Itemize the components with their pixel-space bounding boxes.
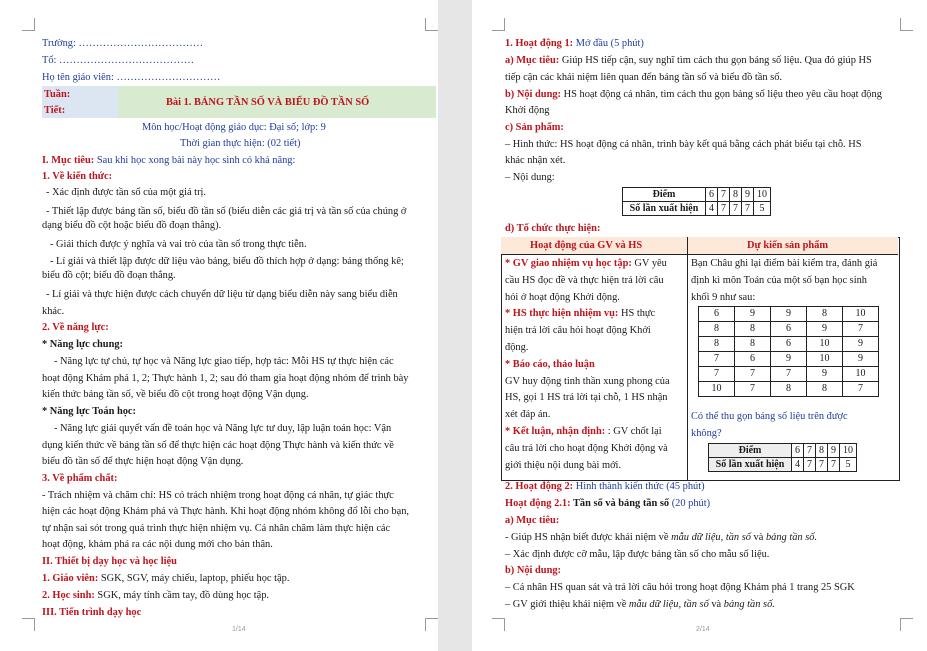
competence-text: kiến thức bảng tần số, về biểu đồ cột trong hoạt động Vận dụng. — [42, 389, 309, 400]
score-cell: 9 — [735, 307, 771, 322]
score-cell: 10 — [699, 382, 735, 397]
content-line-2: – Cá nhân HS quan sát và trả lời câu hỏi trong hoạt động Khám phá 1 trang 25 SGK — [505, 582, 855, 593]
frequency-count: 5 — [840, 458, 857, 472]
activity-1-heading: 1. Hoạt động 1: Mở đầu (5 phút) — [505, 38, 644, 49]
frequency-value: 7 — [804, 444, 816, 458]
knowledge-item: khác. — [42, 306, 65, 317]
content-line: b) Nội dung: HS hoạt động cá nhân, tìm cách thu gọn bảng số liệu theo yêu cầu hoạt động — [505, 89, 882, 100]
score-cell: 8 — [807, 307, 843, 322]
expected-text: Bạn Châu ghi lại điểm bài kiểm tra, đánh giá — [691, 258, 878, 269]
objective-line: a) Mục tiêu: Giúp HS tiếp cận, suy nghĩ tìm cách thu gọn bảng số liệu. Qua đó giúp HS — [505, 55, 872, 66]
scores-row — [699, 307, 879, 322]
subject-line: Môn học/Hoạt động giáo dục: Đại số; lớp: 9 — [142, 122, 326, 133]
crop-mark — [492, 618, 505, 631]
task-perform: động. — [505, 342, 529, 353]
frequency-table-header: Điểm — [709, 444, 792, 458]
score-cell: 9 — [843, 337, 879, 352]
math-competence-heading: * Năng lực Toán học: — [42, 406, 136, 417]
quality-text: hoạt động, khám phá ra các nội dung mới cho bản thân. — [42, 539, 273, 550]
knowledge-item: - Lí giải và thiết lập được dữ liệu vào bảng, biểu đồ thích hợp ở dạng: bảng thống kê; — [50, 256, 404, 267]
competence-text: - Năng lực tự chủ, tự học và Năng lực giao tiếp, hợp tác: Mỗi HS tự thực hiện các — [54, 356, 394, 367]
crop-mark — [22, 18, 35, 31]
frequency-value: 6 — [706, 188, 718, 202]
score-cell: 8 — [699, 322, 735, 337]
week-label: Tuần: — [44, 89, 71, 100]
frequency-count: 7 — [804, 458, 816, 472]
competence-text: - Năng lực giải quyết vấn đề toán học và Năng lực tư duy, lập luận toán học: Vận — [54, 423, 392, 434]
score-cell: 6 — [699, 307, 735, 322]
product-line: – Nội dung: — [505, 172, 555, 183]
scores-row — [699, 382, 879, 397]
process-heading: III. Tiến trình dạy học — [42, 607, 142, 618]
score-cell: 7 — [771, 367, 807, 382]
score-cell: 8 — [735, 337, 771, 352]
frequency-value: 10 — [754, 188, 771, 202]
knowledge-heading: 1. Về kiến thức: — [42, 171, 113, 182]
crop-mark — [425, 18, 438, 31]
frequency-table-header: Số lần xuất hiện — [623, 202, 706, 216]
scores-row — [699, 322, 879, 337]
score-cell: 10 — [843, 367, 879, 382]
score-cell: 7 — [735, 367, 771, 382]
task-perform: * HS thực hiện nhiệm vụ: HS thực — [505, 308, 656, 319]
document-page-2 — [472, 0, 927, 651]
product-line: khác nhận xét. — [505, 155, 566, 166]
task-assign: cầu HS đọc đề và thực hiện trả lời câu — [505, 275, 664, 286]
frequency-value: 10 — [840, 444, 857, 458]
teacher-name-field: Họ tên giáo viên: ………………………… — [42, 72, 221, 83]
frequency-table-header: Số lần xuất hiện — [709, 458, 792, 472]
content-line: Khởi động — [505, 105, 550, 116]
knowledge-item: - Xác định được tần số của một giá trị. — [46, 187, 207, 198]
frequency-count: 4 — [792, 458, 804, 472]
document-page-1 — [0, 0, 438, 651]
conclusion: giới thiệu nội dung bài mới. — [505, 460, 622, 471]
score-cell: 9 — [807, 322, 843, 337]
crop-mark — [22, 618, 35, 631]
objectives-heading: I. Mục tiêu: Sau khi học xong bài này học sinh có khả năng: — [42, 155, 296, 166]
frequency-table-2 — [708, 443, 857, 472]
scores-table — [698, 306, 879, 397]
score-cell: 8 — [735, 322, 771, 337]
score-cell: 9 — [843, 352, 879, 367]
frequency-count: 4 — [706, 202, 718, 216]
frequency-count: 7 — [828, 458, 840, 472]
score-cell: 8 — [771, 382, 807, 397]
task-assign: hỏi ở hoạt động Khởi động. — [505, 292, 620, 303]
product-heading: c) Sản phẩm: — [505, 122, 564, 133]
score-cell: 10 — [807, 352, 843, 367]
task-assign: * GV giao nhiệm vụ học tập: GV yêu — [505, 258, 667, 269]
quality-text: hiện các hoạt động Khám phá và Thực hành. Khi hoạt động nhóm không đổ lỗi cho bạn, — [42, 506, 410, 517]
student-equipment: 2. Học sinh: SGK, máy tính cầm tay, đồ dùng học tập. — [42, 590, 270, 601]
frequency-value: 7 — [718, 188, 730, 202]
quality-text: tự nhận sai sót trong quá trình thực hiện nhiệm vụ. Cá nhân chăm làm thực hiện các — [42, 523, 391, 534]
score-cell: 7 — [843, 382, 879, 397]
duration-line: Thời gian thực hiện: (02 tiết) — [180, 138, 301, 149]
score-cell: 6 — [771, 337, 807, 352]
page-number: 2/14 — [696, 626, 710, 633]
score-cell: 10 — [807, 337, 843, 352]
score-cell: 7 — [699, 352, 735, 367]
knowledge-item: dạng biểu đồ cột hoặc biểu đồ đoạn thẳng). — [42, 220, 222, 231]
score-cell: 6 — [735, 352, 771, 367]
frequency-value: 8 — [816, 444, 828, 458]
school-field: Trường: ……………………………… — [42, 38, 204, 49]
competence-text: biểu đồ tần số để thực hiện hoạt động Vận dụng. — [42, 456, 244, 467]
period-label: Tiết: — [44, 105, 66, 116]
team-field: Tổ: ………………………………… — [42, 55, 195, 66]
score-cell: 9 — [807, 367, 843, 382]
knowledge-item: - Giải thích được ý nghĩa và vai trò của tần số trong thực tiễn. — [50, 239, 307, 250]
col-header-expected-product: Dự kiến sản phẩm — [747, 240, 829, 251]
scores-row — [699, 352, 879, 367]
question-text: Có thể thu gọn bảng số liệu trên được — [691, 411, 848, 422]
frequency-count: 7 — [742, 202, 754, 216]
report-text: xét đáp án. — [505, 409, 551, 420]
frequency-table-header: Điểm — [623, 188, 706, 202]
score-cell: 8 — [699, 337, 735, 352]
score-cell: 10 — [843, 307, 879, 322]
crop-mark — [900, 18, 913, 31]
quality-text: - Trách nhiệm và chăm chỉ: HS có trách nhiệm trong hoạt động cá nhân, tự giác thực — [42, 490, 394, 501]
organization-heading: d) Tổ chức thực hiện: — [505, 223, 601, 234]
score-cell: 9 — [771, 352, 807, 367]
competence-text: hoạt động Khám phá 1, 2; Thực hành 1, 2; sau đó tham gia hoạt động nhóm để trình bày — [42, 373, 409, 384]
expected-text: khối 9 như sau: — [691, 292, 756, 303]
report-text: HS, gọi 1 HS trả lời tại chỗ, 1 HS nhận — [505, 392, 668, 403]
expected-text: định kì môn Toán của một số bạn học sinh — [691, 275, 867, 286]
crop-mark — [425, 618, 438, 631]
general-competence-heading: * Năng lực chung: — [42, 339, 123, 350]
conclusion: * Kết luận, nhận định: : GV chốt lại — [505, 426, 662, 437]
lesson-title: Bài 1. BẢNG TẦN SỐ VÀ BIỂU ĐỒ TẦN SỐ — [166, 97, 370, 108]
score-cell: 9 — [771, 307, 807, 322]
knowledge-item: - Lí giải và thực hiện được cách chuyển dữ liệu từ dạng biểu diễn này sang biểu diễn — [46, 289, 398, 300]
equipment-heading: II. Thiết bị dạy học và học liệu — [42, 556, 177, 567]
content-heading-2: b) Nội dung: — [505, 565, 562, 576]
crop-mark — [492, 18, 505, 31]
objective-line-2: – Xác định được cỡ mẫu, lập được bảng tần số cho mẫu số liệu. — [505, 549, 770, 560]
teacher-equipment: 1. Giáo viên: SGK, SGV, máy chiếu, laptop, phiếu học tập. — [42, 573, 290, 584]
frequency-count: 5 — [754, 202, 771, 216]
report-heading: * Báo cáo, thảo luận — [505, 359, 595, 370]
col-header-teacher-student: Hoạt động của GV và HS — [530, 240, 643, 251]
score-cell: 7 — [699, 367, 735, 382]
objective-line-2: - Giúp HS nhận biết được khái niệm về mẫu dữ liệu, tần số và bảng tần số. — [505, 532, 818, 543]
frequency-count: 7 — [718, 202, 730, 216]
report-text: GV huy động tinh thần xung phong của — [505, 376, 670, 387]
activity-2-1-heading: Hoạt động 2.1: Tần số và bảng tần số (20 phút) — [505, 498, 711, 509]
quality-heading: 3. Về phẩm chất: — [42, 473, 118, 484]
scores-row — [699, 337, 879, 352]
frequency-count: 7 — [816, 458, 828, 472]
frequency-count: 7 — [730, 202, 742, 216]
score-cell: 7 — [735, 382, 771, 397]
task-perform: hiện trả lời câu hỏi hoạt động Khởi — [505, 325, 651, 336]
score-cell: 7 — [843, 322, 879, 337]
product-line: – Hình thức: HS hoạt động cá nhân, trình bày kết quả bằng cách phát biểu tại chỗ. HS — [505, 139, 862, 150]
content-line-2: – GV giới thiệu khái niệm về mẫu dữ liệu, tần số và bảng tần số. — [505, 599, 775, 610]
question-text: không? — [691, 428, 722, 439]
column-divider — [687, 237, 688, 480]
knowledge-item: biểu đồ cột; biểu đồ đoạn thẳng. — [42, 270, 176, 281]
frequency-value: 6 — [792, 444, 804, 458]
objective-heading-2: a) Mục tiêu: — [505, 515, 560, 526]
conclusion: câu trả lời cho hoạt động Khởi động và — [505, 443, 668, 454]
activity-2-heading: 2. Hoạt động 2: Hình thành kiến thức (45 phút) — [505, 481, 705, 492]
score-cell: 6 — [771, 322, 807, 337]
crop-mark — [900, 618, 913, 631]
competence-heading: 2. Về năng lực: — [42, 322, 109, 333]
page-number: 1/14 — [232, 626, 246, 633]
frequency-value: 9 — [742, 188, 754, 202]
scores-row — [699, 367, 879, 382]
score-cell: 8 — [807, 382, 843, 397]
frequency-value: 9 — [828, 444, 840, 458]
frequency-value: 8 — [730, 188, 742, 202]
knowledge-item: - Thiết lập được bảng tần số, biểu đồ tần số (biểu diễn các giá trị và tần số của chúng ở — [46, 206, 407, 217]
competence-text: dụng kiến thức về bảng tần số để thực hiện các hoạt động Thực hành và kiến thức về — [42, 440, 394, 451]
frequency-table — [622, 187, 771, 216]
objective-line: tiếp cận các khái niệm liên quan đến bảng tần số và biểu đồ tần số. — [505, 72, 782, 83]
